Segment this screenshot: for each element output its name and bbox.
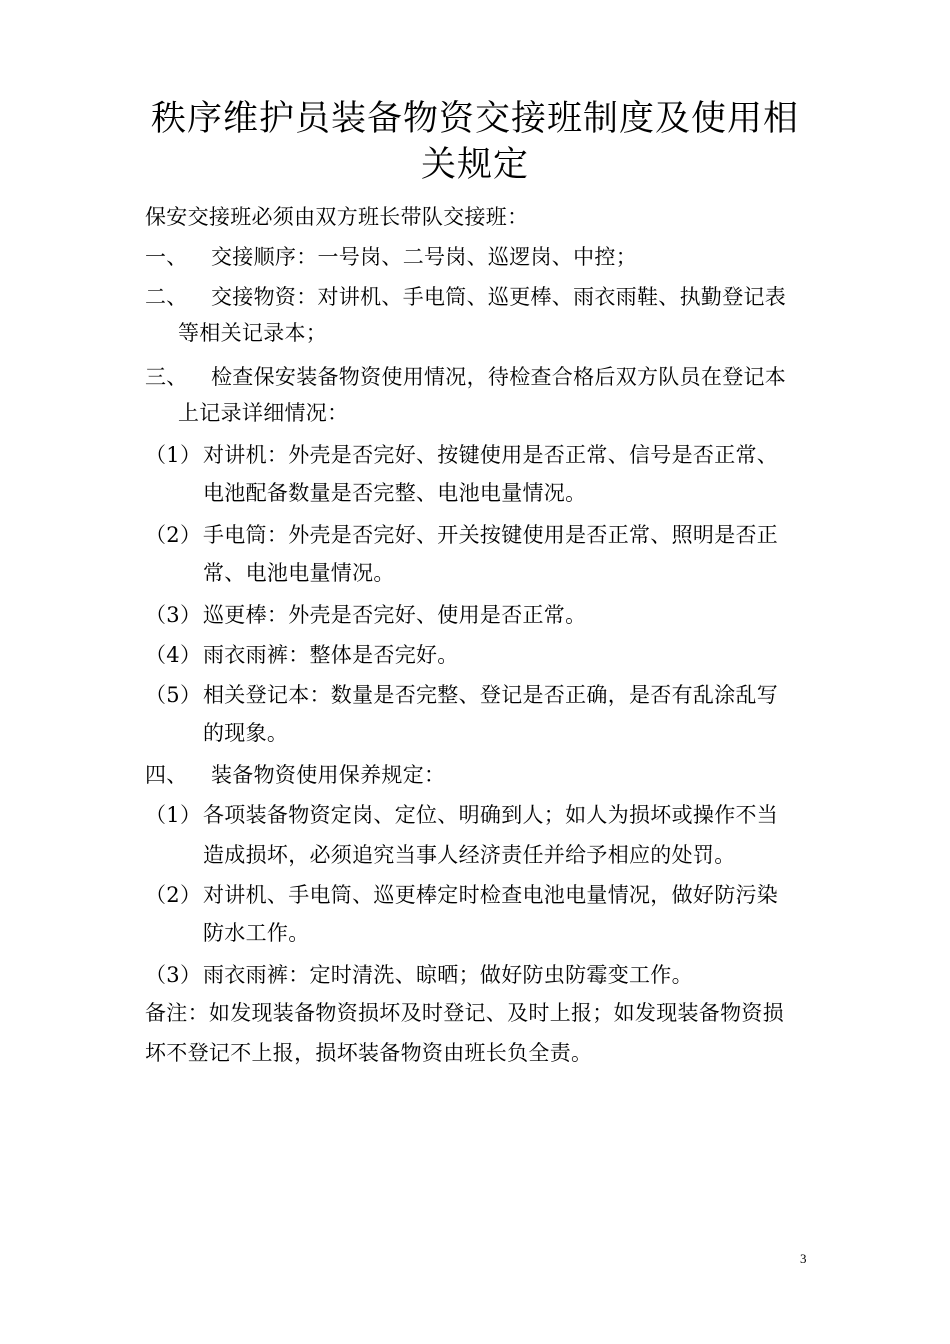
- list-item-text: 各项装备物资定岗、定位、明确到人；如人为损坏或操作不当: [203, 803, 779, 827]
- list-item-continuation: 造成损坏，必须追究当事人经济责任并给予相应的处罚。: [203, 843, 736, 867]
- section-1: [145, 244, 825, 270]
- list-item-number: （1）: [145, 803, 202, 827]
- note-line-1: 备注：如发现装备物资损坏及时登记、及时上报；如发现装备物资损: [145, 1001, 784, 1025]
- list-item-number: （1）: [145, 443, 202, 467]
- list-item-text: 巡更棒：外壳是否完好、使用是否正常。: [203, 603, 587, 627]
- list-item-text: 雨衣雨裤：定时清洗、晾晒；做好防虫防霉变工作。: [203, 963, 693, 987]
- section-4-text: 装备物资使用保养规定：: [211, 763, 446, 787]
- document-title-line-1: 秩序维护员装备物资交接班制度及使用相: [150, 99, 799, 139]
- list-item-number: （2）: [145, 883, 202, 907]
- list-item-text: 相关登记本：数量是否完整、登记是否正确，是否有乱涂乱写: [203, 683, 779, 707]
- list-item-number: （4）: [145, 643, 202, 667]
- list-item-number: （3）: [145, 963, 202, 987]
- section-3: [145, 364, 825, 390]
- list-item: [145, 602, 825, 628]
- section-3-continuation: 上记录详细情况：: [178, 401, 349, 425]
- list-item: [145, 802, 825, 828]
- list-item: [145, 962, 825, 988]
- section-4: [145, 762, 825, 788]
- list-item-number: （2）: [145, 523, 202, 547]
- section-3-text: 检查保安装备物资使用情况，待检查合格后双方队员在登记本: [211, 365, 787, 389]
- list-item-text: 手电筒：外壳是否完好、开关按键使用是否正常、照明是否正: [203, 523, 779, 547]
- section-1-text: 交接顺序：一号岗、二号岗、巡逻岗、中控；: [211, 245, 637, 269]
- list-item-continuation: 的现象。: [203, 721, 289, 745]
- list-item: [145, 642, 825, 668]
- section-2-text: 交接物资：对讲机、手电筒、巡更棒、雨衣雨鞋、执勤登记表: [211, 285, 787, 309]
- note-line-2: 坏不登记不上报，损坏装备物资由班长负全责。: [145, 1041, 593, 1065]
- list-item-continuation: 防水工作。: [203, 921, 310, 945]
- list-item-number: （5）: [145, 683, 202, 707]
- page-number: 3: [800, 1251, 807, 1266]
- list-item-continuation: 电池配备数量是否完整、电池电量情况。: [203, 481, 587, 505]
- section-2: [145, 284, 825, 310]
- section-2-continuation: 等相关记录本；: [178, 321, 328, 345]
- list-item: [145, 682, 825, 708]
- section-4-number: 四、: [145, 763, 188, 787]
- section-1-number: 一、: [145, 245, 188, 269]
- list-item: [145, 442, 825, 468]
- list-item-number: （3）: [145, 603, 202, 627]
- list-item-continuation: 常、电池电量情况。: [203, 561, 395, 585]
- list-item: [145, 882, 825, 908]
- section-3-number: 三、: [145, 365, 188, 389]
- intro-paragraph: 保安交接班必须由双方班长带队交接班：: [145, 205, 529, 229]
- document-title-line-2: 关规定: [420, 145, 529, 185]
- list-item-text: 对讲机、手电筒、巡更棒定时检查电池电量情况，做好防污染: [203, 883, 779, 907]
- list-item-text: 雨衣雨裤：整体是否完好。: [203, 643, 459, 667]
- list-item-text: 对讲机：外壳是否完好、按键使用是否正常、信号是否正常、: [203, 443, 779, 467]
- list-item: [145, 522, 825, 548]
- section-2-number: 二、: [145, 285, 188, 309]
